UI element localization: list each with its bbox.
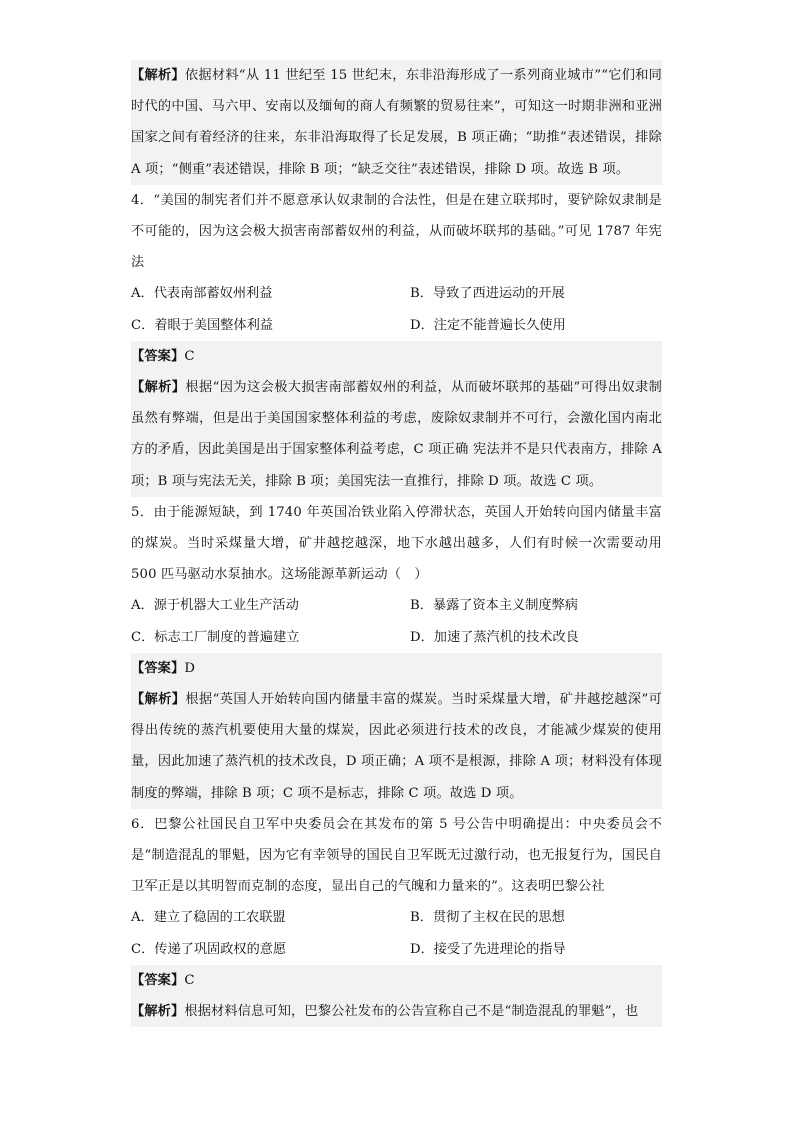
answer-block [131,341,662,372]
question-4-stem: 4．“美国的制宪者们并不愿意承认奴隶制的合法性，但是在建立联邦时，要铲除奴隶制是不可能的，因为这会极大损害南部蓄奴州的利益，从而破坏联邦的基础。”可见 1787 年宪法 [131,192,662,271]
option-b: B．导致了西进运动的开展 [410,286,565,302]
question-6-stem: 6．巴黎公社国民自卫军中央委员会在其发布的第 5 号公告中明确提出：中央委员会不是“制造混乱的罪魁，因为它有幸领导的国民自卫军既无过激行动，也无报复行为，国民自卫军正是以其明智而克制的态度，显出自己的气魄和力量来的”。这表明巴黎公社 [131,816,662,895]
option-a: A．代表南部蓄奴州利益 [131,286,273,302]
analysis-text: 根据“因为这会极大损害南部蓄奴州的利益，从而破坏联邦的基础”可得出奴隶制虽然有弊端，但是出于美国国家整体利益的考虑，废除奴隶制并不可行，会激化国内南北方的矛盾，因此美国是出于国家整体利益考虑，C 项正确 宪法并不是只代表南方，排除 A 项；B 项与宪法无关，排除 B 项；美国宪法一直推行，排除 D 项。故选 C 项。 [131,380,662,489]
option-b: B．贯彻了主权在民的思想 [410,910,565,926]
analysis-block [131,372,662,497]
question-4-options [131,278,662,340]
analysis-block [131,684,662,809]
analysis-tag: 【解析】 [131,68,185,83]
analysis-text: 依据材料“从 11 世纪至 15 世纪末，东非沿海形成了一系列商业城市”“它们和同时代的中国、马六甲、安南以及缅甸的商人有频繁的贸易往来”，可知这一时期非洲和亚洲国家之间有着经济的往来，东非沿海取得了长足发展，B 项正确；“助推”表述错误，排除 A 项；“侧重”表述错误，排除 B 项；“缺乏交往”表述错误，排除 D 项。故选 B 项。 [131,68,663,177]
option-a: A．源于机器大工业生产活动 [131,598,299,614]
answer-block [131,965,662,996]
question-6-options [131,902,662,964]
analysis-block [131,996,662,1027]
answer-block [131,653,662,684]
option-d: D．接受了先进理论的指导 [410,941,566,957]
answer-value: C [184,348,195,364]
answer-tag: 【答案】 [131,348,185,364]
option-c: C．标志工厂制度的普遍建立 [131,629,300,645]
option-d: D．加速了蒸汽机的技术改良 [410,629,579,645]
answer-value: C [184,972,195,988]
option-c: C．传递了巩固政权的意愿 [131,941,287,957]
option-a: A．建立了稳固的工农联盟 [131,910,286,926]
question-5-options [131,590,662,652]
analysis-tag: 【解析】 [131,380,186,396]
option-c: C．着眼于美国整体利益 [131,317,273,333]
question-5-stem: 5．由于能源短缺，到 1740 年英国冶铁业陷入停滞状态，英国人开始转向国内储量丰富的煤炭。当时采煤量大增，矿井越挖越深，地下水越出越多，人们有时候一次需要动用 500 匹马驱动水泵抽水。这场能源革新运动（ ） [131,504,662,583]
analysis-text: 根据“英国人开始转向国内储量丰富的煤炭。当时采煤量大增，矿井越挖越深”可得出传统的蒸汽机要使用大量的煤炭，因此必须进行技术的改良，才能减少煤炭的使用量，因此加速了蒸汽机的技术改良，D 项正确；A 项不是根源，排除 A 项；材料没有体现制度的弊端，排除 B 项；C 项不是标志，排除 C 项。故选 D 项。 [131,692,662,801]
answer-tag: 【答案】 [131,972,185,988]
analysis-tag: 【解析】 [131,692,186,708]
option-b: B．暴露了资本主义制度弊病 [410,598,578,614]
analysis-tag: 【解析】 [131,1004,185,1020]
analysis-text: 根据材料信息可知，巴黎公社发布的公告宣称自己不是“制造混乱的罪魁”，也 [184,1004,639,1020]
analysis-block [131,60,662,185]
option-d: D．注定不能普遍长久使用 [410,317,566,333]
answer-tag: 【答案】 [131,660,185,676]
answer-value: D [184,660,196,676]
document-page [131,60,662,1027]
